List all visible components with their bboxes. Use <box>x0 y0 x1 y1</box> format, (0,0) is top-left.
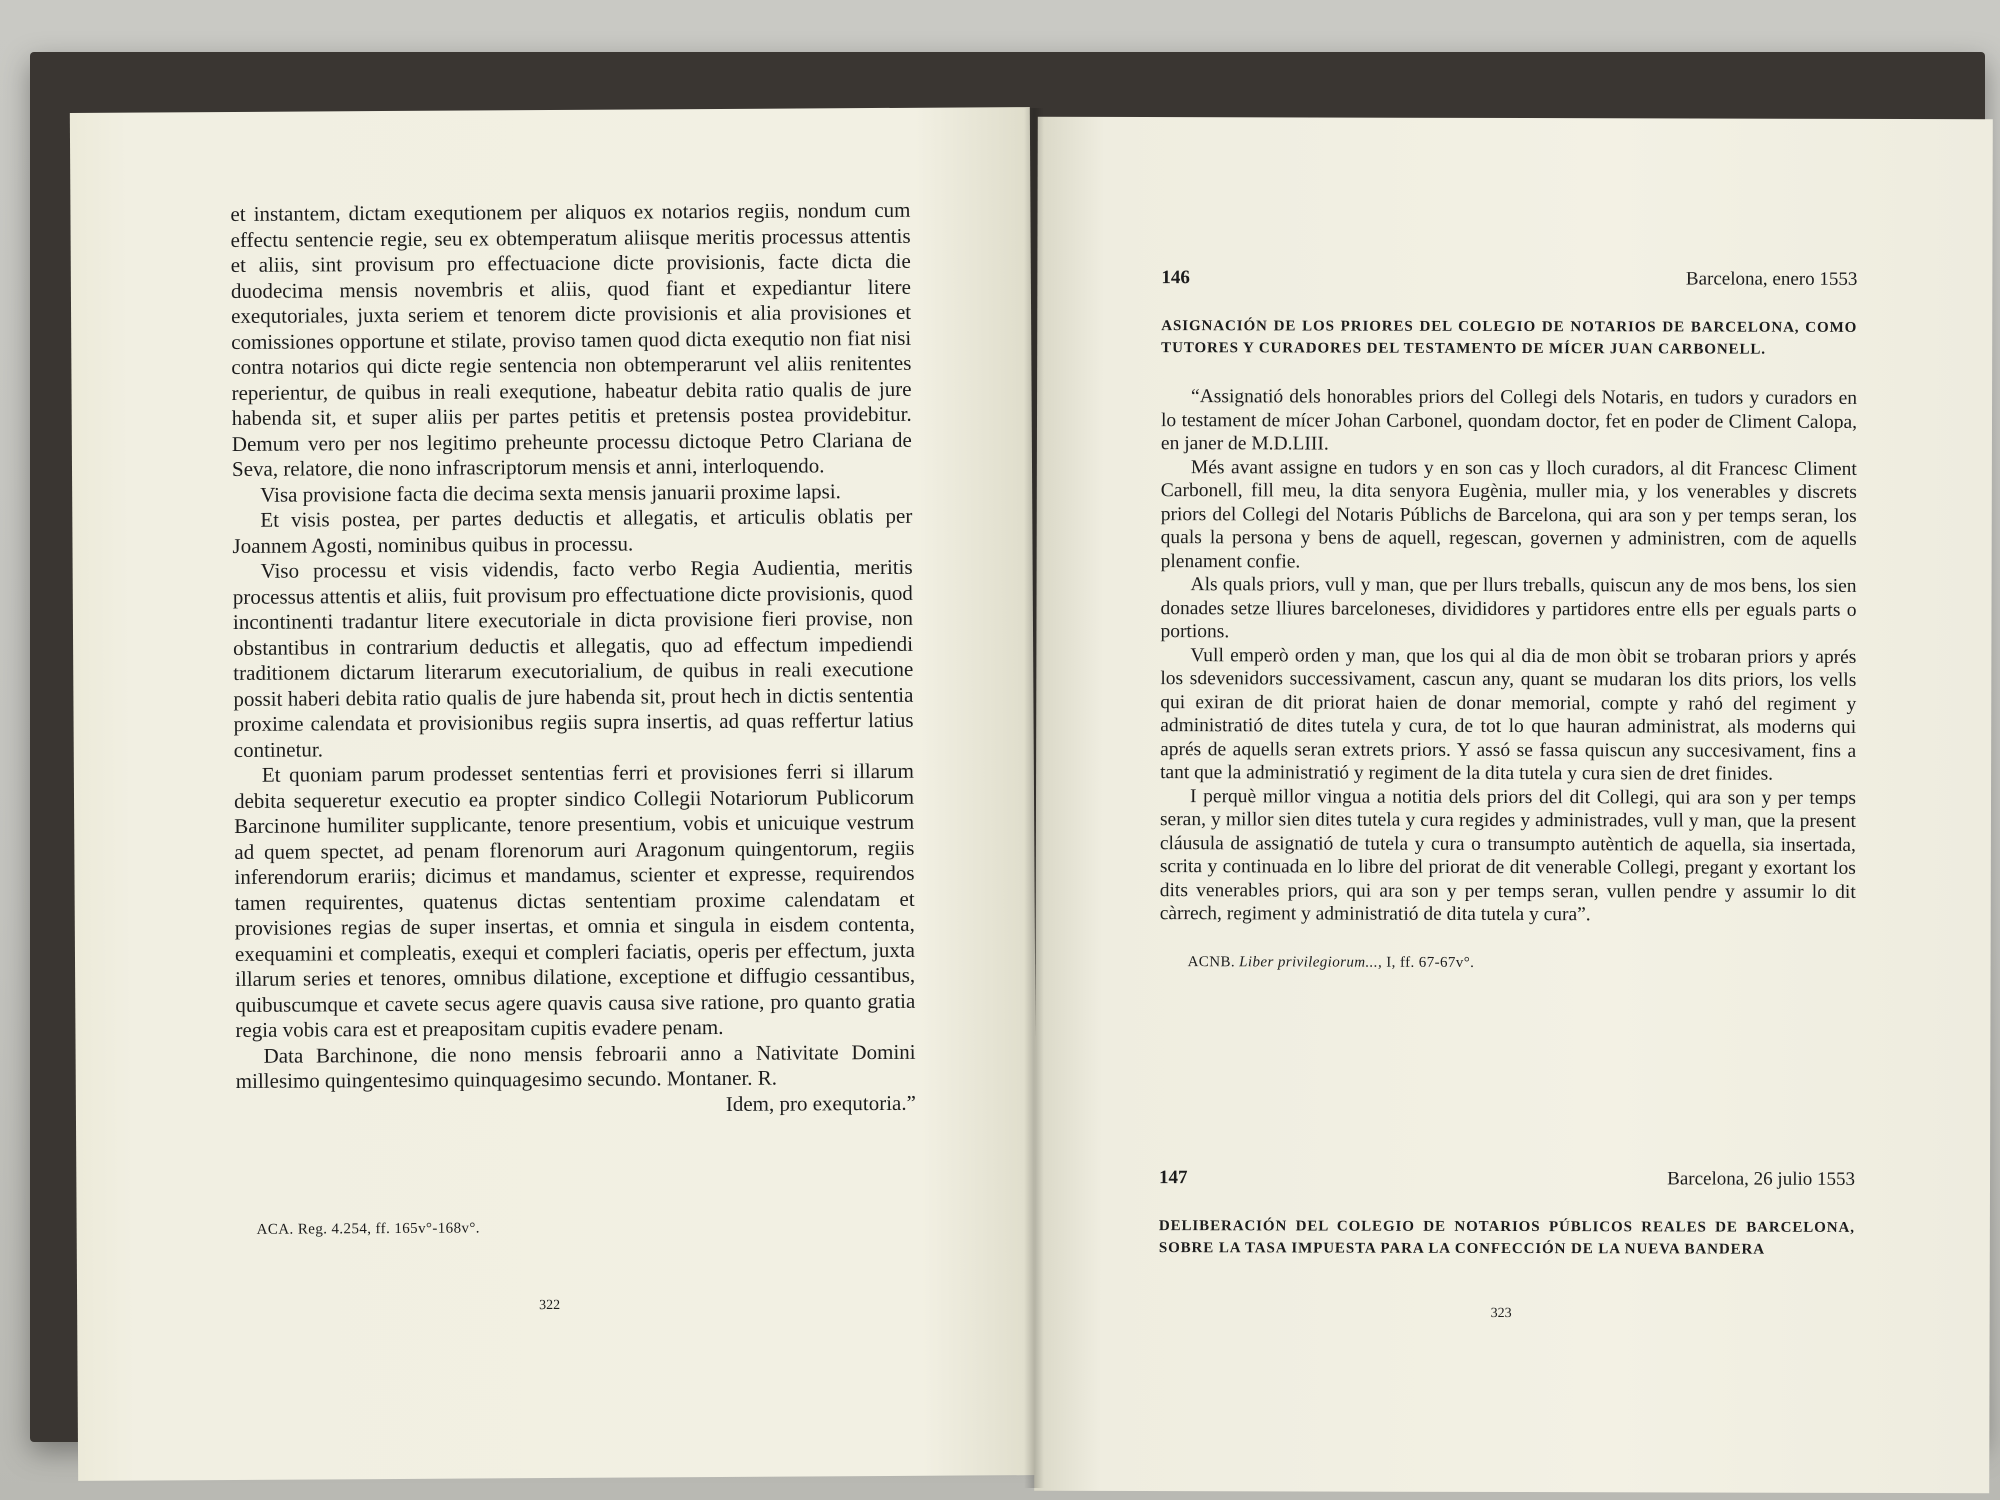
paragraph: Als quals priors, vull y man, que per llurs treballs, quiscun any de mos bens, los sien donades setze lliures barceloneses, divididores y partidores entre ells per eguals parts o portions. <box>1160 574 1857 643</box>
paragraph: Vull emperò orden y man, que los qui al dia de mon òbit se trobaran priors y aprés los sdevenidors successivament, cascun any, quant se mudaran los dits priors, los vells qui exiran de dit priorat haien de donar memorial, compte y rahó del regiment y administratió de dites tutela y cura, de tot lo que hauran administrat, als moderns qui aprés de aquells seran extrets priors. Y assó se fassa quiscun any succesivament, fins a tant que la administratió y regiment de la dita tutela y cura sien de dret finides. <box>1160 644 1857 785</box>
open-book <box>30 52 1985 1442</box>
document-147 <box>1159 1167 1855 1261</box>
left-page-text <box>230 198 916 1120</box>
page-number: 322 <box>539 1297 561 1314</box>
document-body <box>1160 385 1857 927</box>
left-page <box>70 107 1038 1481</box>
paragraph: Més avant assigne en tudors y en son cas y lloch curadors, al dit Francesc Climent Carbonell, fill meu, la dita senyora Eugènia, muller mia, y los venerables y discrets priors del Collegi del Notaris Públichs de Barcelona, qui ara son y per temps seran, los quals la persona y bens de aquell, regescan, governen y administren, com de aquells plenament confie. <box>1160 456 1857 572</box>
closing-line: Idem, pro exequtoria.” <box>725 1090 916 1116</box>
paragraph: “Assignatió dels honorables priors del Collegi dels Notaris, en tudors y curadors en lo testament de mícer Johan Carbonel, quondam doctor, fet en poder de Climent Calopa, en janer de M.D.LIII. <box>1160 386 1858 455</box>
document-header <box>1159 1167 1855 1191</box>
document-summary: ASIGNACIÓN DE LOS PRIORES DEL COLEGIO DE NOTARIOS DE BARCELONA, COMO TUTORES Y CURADORES DEL TESTAMENTO DE MÍCER JUAN CARBONELL. <box>1161 318 1858 358</box>
archive-reference <box>1188 954 1856 973</box>
reference-archive: ACNB. <box>1187 953 1236 970</box>
reference-folios: I, ff. 67-67v°. <box>1386 954 1475 971</box>
paragraph: Visa provisione facta die decima sexta mensis januarii proxime lapsi. <box>260 478 841 507</box>
paragraph: Data Barchinone, die nono mensis febroarii anno a Nativitate Domini millesimo quingentesimo quinquagesimo secundo. Montaner. R. <box>235 1039 916 1093</box>
right-page <box>1034 117 1993 1493</box>
page-number: 323 <box>1490 1305 1512 1321</box>
paragraph: I perquè millor vingua a notitia dels priors del dit Collegi, qui ara son y per temps seran, y millor sien dites tutela y cura regides y administrades, vull y man, que la present cláusula de assignatió de tutela y cura o transumpto autèntich de aquella, sia insertada, scrita y continuada en lo libre del priorat de dit venerable Collegi, pregant y exortant los dits venerables priors, qui ara son y per temps seran, vullen pendre y assumir lo dit càrrech, regiment y administratió de dita tutela y cura”. <box>1159 785 1857 926</box>
book-gutter <box>1024 108 1044 1488</box>
paragraph: Et visis postea, per partes deductis et allegatis, et articulis oblatis per Joannem Agosti, nominibus quibus in processu. <box>232 503 913 558</box>
paragraph: Viso processu et visis videndis, facto verbo Regia Audientia, meritis processus attentis et aliis, fuit provisum pro effectuatione dicte provisionis, quod incontinenti tradantur litere executoriale in dicta provisione fieri provise, non obstantibus in contrarium deductis et allegatis, quo ad effectum impediendi traditionem dictarum literarum executorialium, de quibus in reali executione possit haberi debita ratio qualis de jure habenda sit, prout hech in dictis sententia proxime calendata et provisionibus regiis supra insertis, ad quas reffertur latius continetur. <box>232 554 914 762</box>
document-summary: DELIBERACIÓN DEL COLEGIO DE NOTARIOS PÚBLICOS REALES DE BARCELONA, SOBRE LA TASA IMPUESTA PARA LA CONFECCIÓN DE LA NUEVA BANDERA <box>1158 1218 1855 1258</box>
reference-title: Liber privilegiorum..., <box>1239 953 1383 971</box>
document-146 <box>1160 267 1858 972</box>
paragraph: et instantem, dictam exequtionem per aliquos ex notarios regiis, nondum cum effectu sentencie regie, seu ex obtemperatum aliisque meritis processus attentis et aliis, sint provisum pro effectuacione dicte provisionis, facte dicta die duodecima mensis novembris et aliis, quod fiant et expediantur litere exequtoriales, juxta seriem et tenorem dicte provisionis et alia provisiones et comissiones opportune et stilate, proviso tamen quod dicta exequtio non fiat nisi contra notarios qui dicte regie sentencia non obtemperarunt vel aliis renitentes reperientur, de quibus in reali exequtione, habeatur debita ratio qualis de jure habenda sit, et super aliis per partes petitis et pretensis postea providebitur. Demum vero per nos legitimo preheunte processu dictoque Petro Clariana de Seva, relatore, die nono infrascriptorum mensis et anni, interloquendo. <box>230 197 912 481</box>
place-date: Barcelona, enero 1553 <box>1685 268 1858 290</box>
place-date: Barcelona, 26 julio 1553 <box>1667 1168 1856 1190</box>
document-header <box>1161 267 1857 291</box>
archive-reference: ACA. Reg. 4.254, ff. 165v°-168v°. <box>256 1220 480 1238</box>
paragraph: Et quoniam parum prodesset sententias ferri et provisiones ferri si illarum debita sequeretur executio ea propter sindico Collegii Notariorum Publicorum Barcinone humiliter supplicante, tenore presentium, vobis et unicuique vestrum ad quem spectet, ad penam florenorum auri Aragonum quingentorum, regiis inferendorum erariis; dicimus et mandamus, scienter et expresse, requirendos tamen requirentes, quatenus dictas sententiam proxime calendatam et provisiones regias de super insertas, et omnia et singula in eisdem contenta, exequamini et compleatis, exequi et compleri faciatis, operis per effectum, juxta illarum series et tenores, omnibus dilatione, exceptione et diffugio cessantibus, quibuscumque et cavete secus agere quavis causa sive ratione, pro quanto gratia regia vobis cara est et preapositam cupitis evadere penam. <box>233 758 916 1042</box>
document-number: 146 <box>1161 267 1190 289</box>
document-number: 147 <box>1158 1167 1188 1189</box>
